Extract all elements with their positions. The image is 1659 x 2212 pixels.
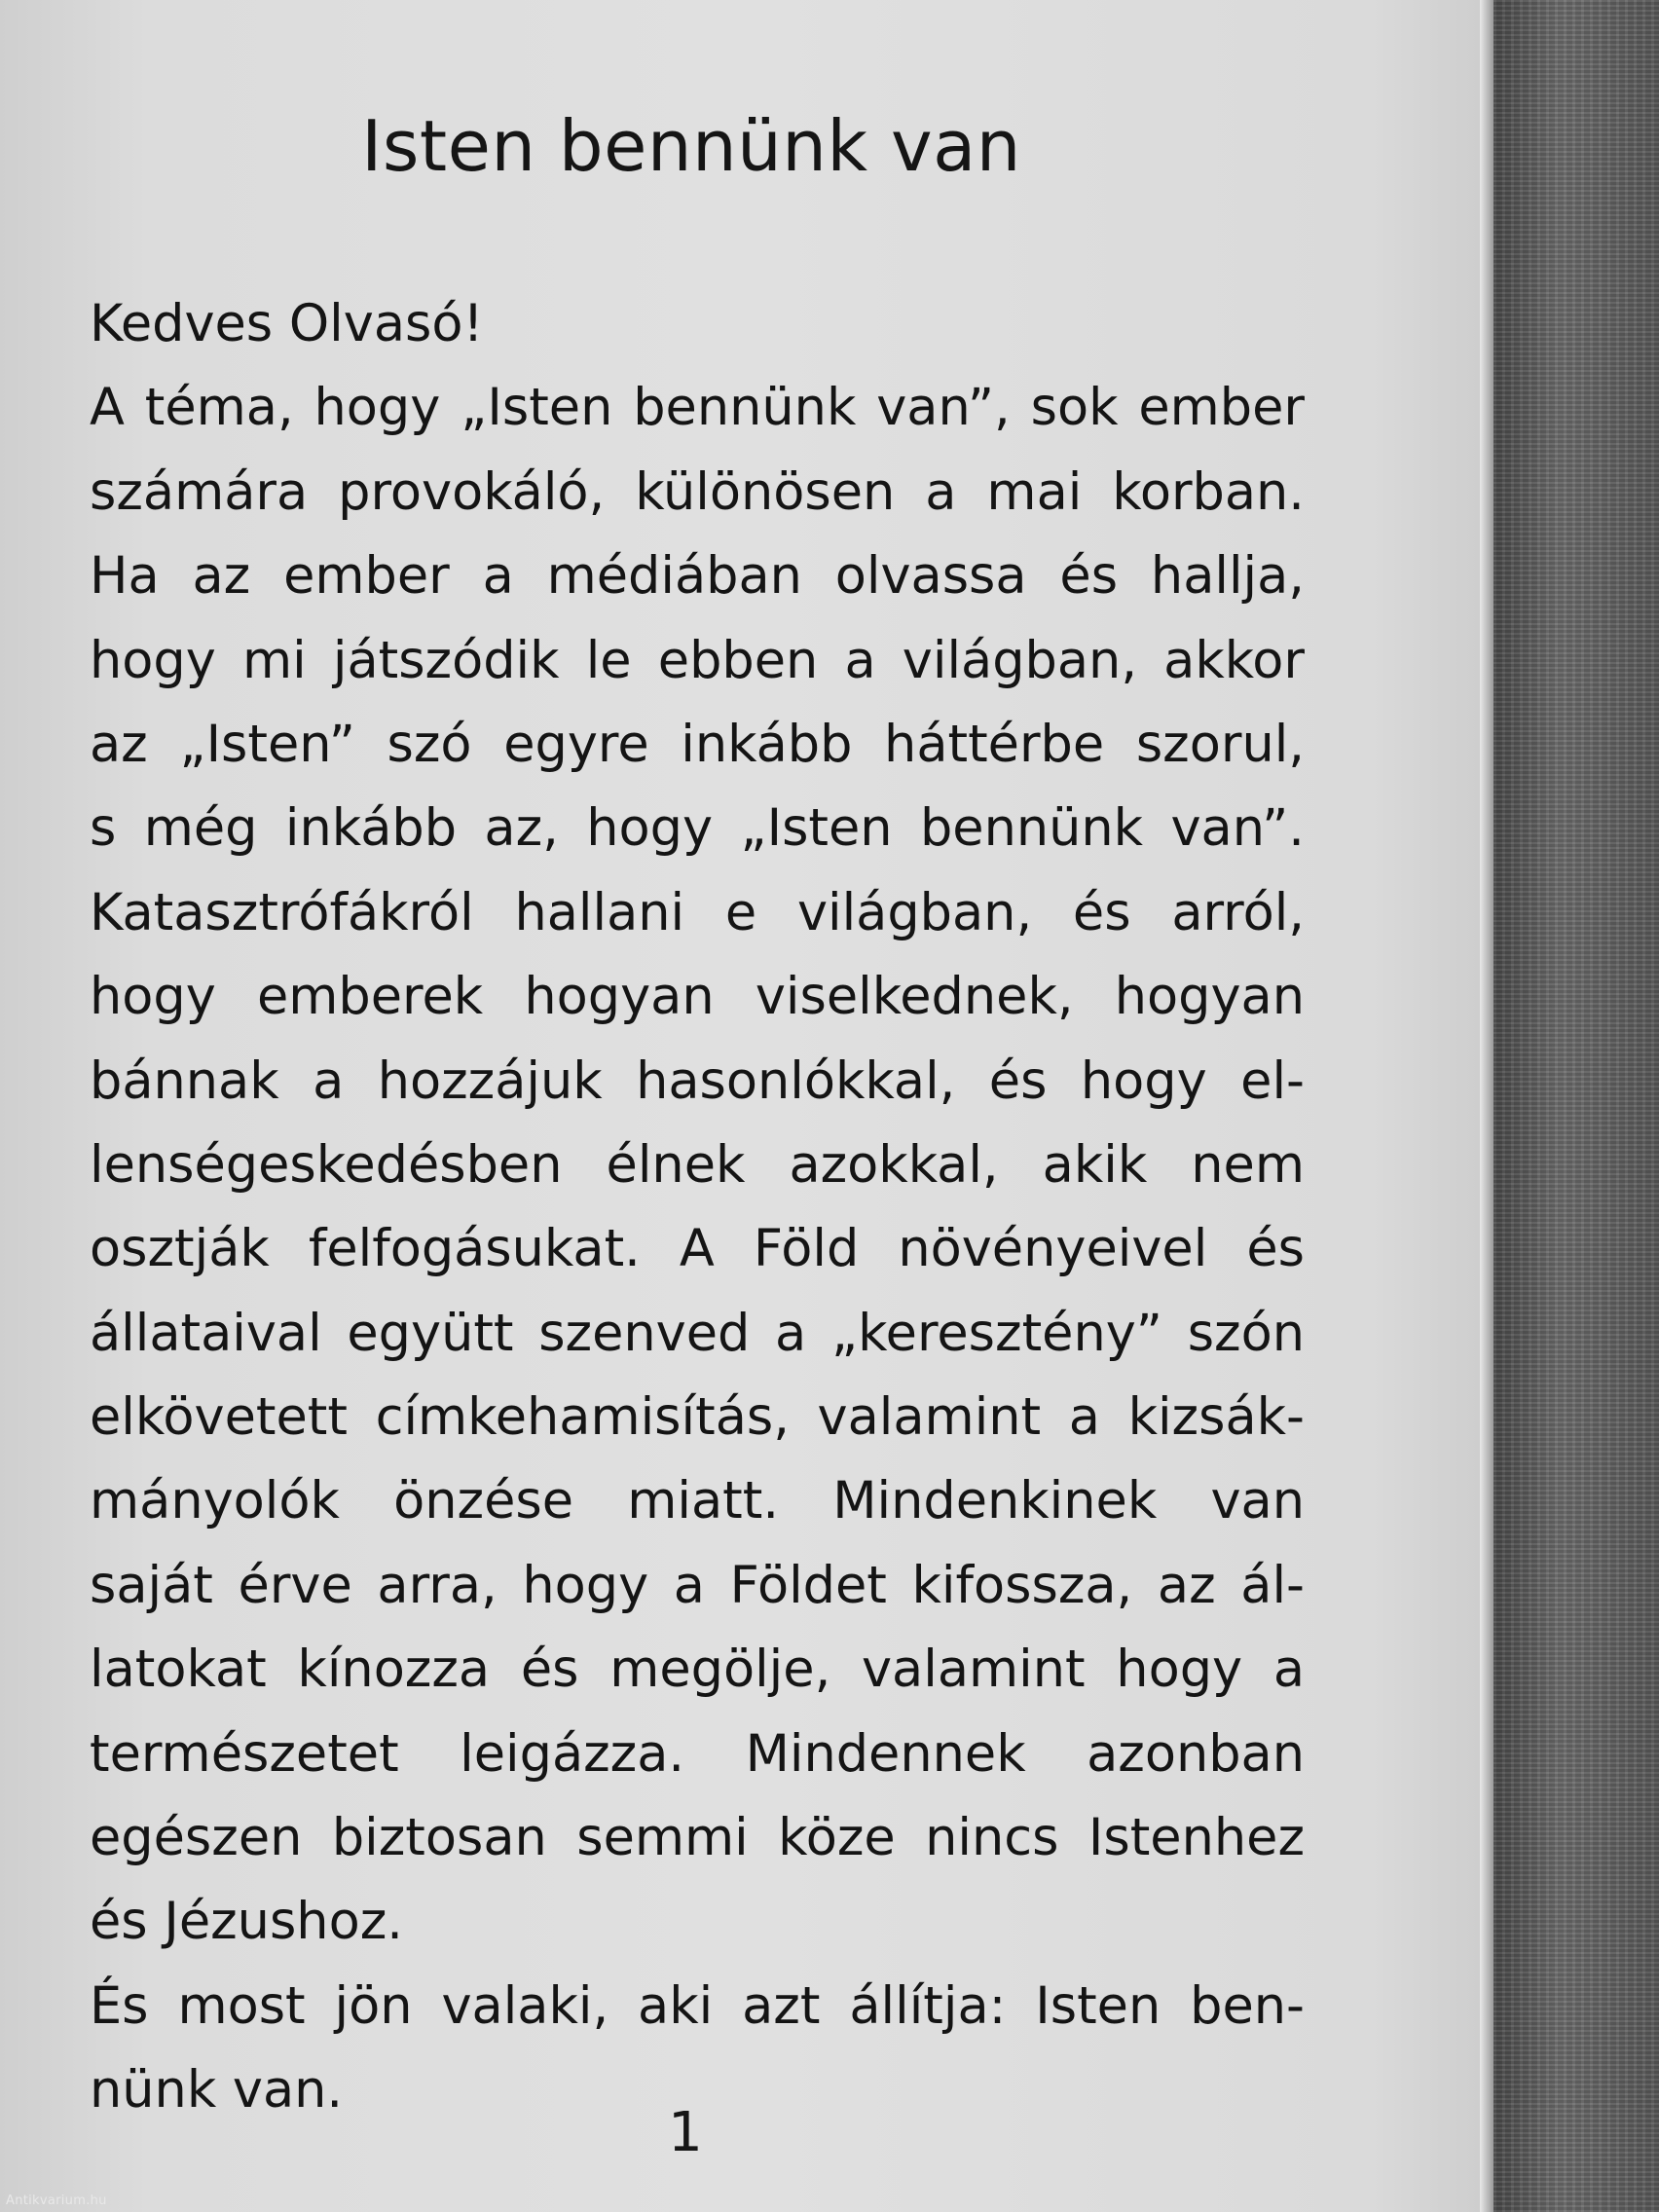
text-line: állataival együtt szenved a „keresztény” szón (90, 1303, 1305, 1363)
text-line: és Jézushoz. (90, 1892, 403, 1952)
text-line: A téma, hogy „Isten bennünk van”, sok ember (90, 378, 1305, 438)
text-line: s még inkább az, hogy „Isten bennünk van”. (90, 798, 1305, 859)
text-line: egészen biztosan semmi köze nincs Istenhez (90, 1808, 1305, 1868)
text-line: elkövetett címkehamisítás, valamint a kizsák- (90, 1387, 1305, 1448)
text-line: Katasztrófákról hallani e világban, és arról, (90, 882, 1305, 942)
text-line: latokat kínozza és megölje, valamint hogy a (90, 1640, 1305, 1700)
salutation: Kedves Olvasó! (90, 294, 484, 353)
body-text (90, 282, 1305, 2133)
page-title: Isten bennünk van (361, 105, 1021, 187)
text-line: És most jön valaki, aki azt állítja: Isten ben- (90, 1975, 1305, 2036)
text-line: hogy mi játszódik le ebben a világban, akkor (90, 630, 1305, 690)
page-edge (1480, 0, 1493, 2212)
text-line: bánnak a hozzájuk hasonlókkal, és hogy el- (90, 1051, 1305, 1111)
watermark: Antikvarium.hu (6, 2194, 107, 2208)
text-line: Ha az ember a médiában olvassa és hallja, (90, 546, 1305, 607)
text-line: saját érve arra, hogy a Földet kifossza, az ál- (90, 1555, 1305, 1615)
text-line: számára provokáló, különösen a mai korban. (90, 461, 1305, 522)
text-line: mányolók önzése miatt. Mindenkinek van (90, 1471, 1305, 1531)
background-surface (1493, 0, 1659, 2212)
text-line: nünk van. (90, 2060, 344, 2120)
text-line: lenségeskedésben élnek azokkal, akik nem (90, 1134, 1305, 1195)
text-line: az „Isten” szó egyre inkább háttérbe szorul, (90, 714, 1305, 774)
text-line: osztják felfogásukat. A Föld növényeivel és (90, 1219, 1305, 1279)
text-line: hogy emberek hogyan viselkednek, hogyan (90, 967, 1305, 1027)
text-line: természetet leigázza. Mindennek azonban (90, 1723, 1305, 1784)
page-number: 1 (668, 2101, 703, 2164)
